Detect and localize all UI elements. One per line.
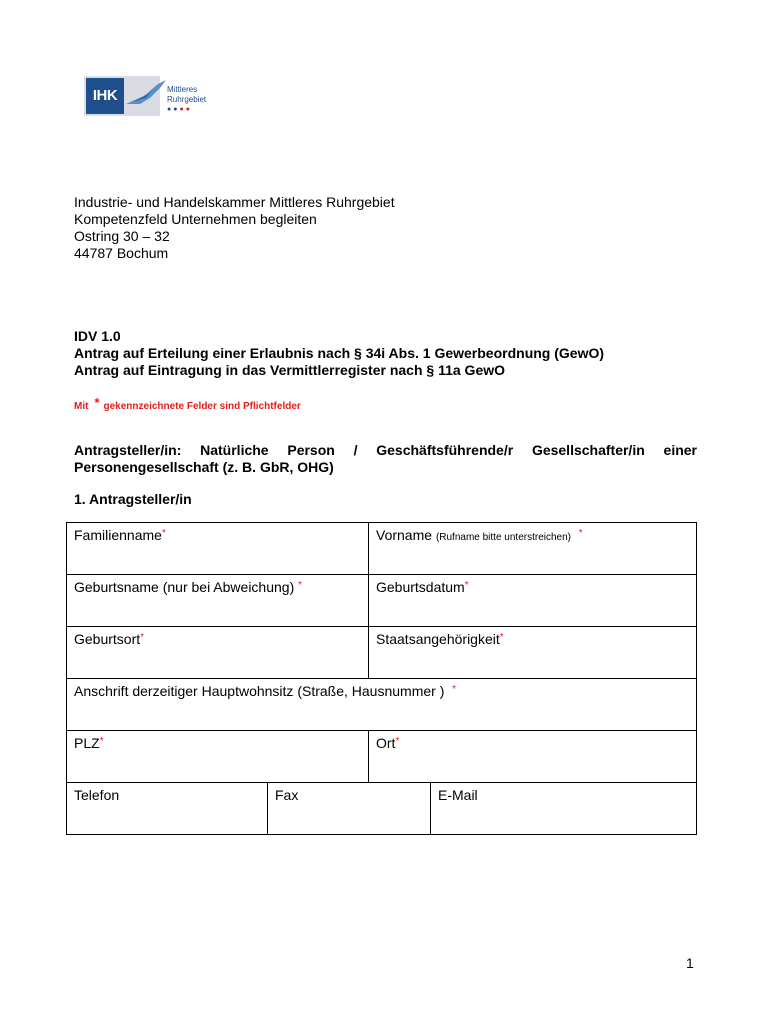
required-star: *: [499, 632, 504, 643]
required-star: *: [452, 684, 457, 695]
vorname-field[interactable]: [368, 523, 696, 574]
section-heading: Antragsteller/in: Natürliche Person / Geschäftsführende/r Gesellschafter/in einer Personengesellschaft (z. B. GbR, OHG): [74, 442, 697, 475]
field-label: E-Mail: [438, 787, 478, 803]
fax-field[interactable]: [267, 783, 430, 834]
address-line: 44787 Bochum: [74, 245, 169, 261]
form-row: [66, 522, 697, 574]
field-label: Familienname: [74, 527, 162, 543]
logo-dots: ●●●●: [167, 106, 192, 113]
field-label: Geburtsort: [74, 631, 141, 647]
logo-text: [167, 85, 206, 105]
familienname-field[interactable]: [67, 523, 368, 574]
field-label: Fax: [275, 787, 299, 803]
address-line: Kompetenzfeld Unternehmen begleiten: [74, 211, 317, 227]
email-field[interactable]: [430, 783, 696, 834]
address-line: Industrie- und Handelskammer Mittleres Ruhrgebiet: [74, 194, 395, 210]
required-star: *: [99, 736, 104, 747]
form-row: [66, 574, 697, 626]
form-id: IDV 1.0: [74, 328, 121, 344]
applicant-form: [66, 522, 697, 835]
geburtsort-field[interactable]: [67, 627, 368, 678]
field-label: Geburtsdatum: [376, 579, 465, 595]
field-label: PLZ: [74, 735, 100, 751]
form-row: [66, 782, 697, 835]
logo-abbr: IHK: [86, 78, 124, 114]
plz-field[interactable]: [67, 731, 368, 782]
required-note-text: gekennzeichnete Felder sind Pflichtfelder: [103, 401, 301, 412]
form-row: [66, 730, 697, 782]
heading-line: Antrag auf Eintragung in das Vermittlerregister nach § 11a GewO: [74, 362, 506, 378]
form-row: [66, 678, 697, 730]
logo-line1: Mittleres: [167, 85, 198, 94]
field-label: Geburtsname (nur bei Abweichung): [74, 579, 295, 595]
ort-field[interactable]: [368, 731, 696, 782]
geburtsdatum-field[interactable]: [368, 575, 696, 626]
telefon-field[interactable]: [67, 783, 267, 834]
heading-line: Antrag auf Erteilung einer Erlaubnis nach § 34i Abs. 1 Gewerbeordnung (GewO): [74, 345, 605, 361]
required-star: *: [464, 580, 469, 591]
field-label: Telefon: [74, 787, 120, 803]
field-label: Staatsangehörigkeit: [376, 631, 500, 647]
subsection-heading: 1. Antragsteller/in: [74, 491, 192, 507]
required-note: [74, 397, 301, 412]
field-label: Vorname: [376, 527, 433, 543]
logo-line2: Ruhrgebiet: [167, 95, 207, 104]
field-label: Anschrift derzeitiger Hauptwohnsitz (Straße, Hausnummer ): [74, 683, 445, 699]
form-row: [66, 626, 697, 678]
bird-icon: [124, 74, 168, 118]
address-block: [74, 194, 395, 262]
geburtsname-field[interactable]: [67, 575, 368, 626]
ihk-logo: [84, 72, 216, 120]
required-star: *: [298, 580, 303, 591]
address-line: Ostring 30 – 32: [74, 228, 170, 244]
required-star: *: [140, 632, 145, 643]
required-star: *: [578, 528, 583, 539]
staatsangehoerigkeit-field[interactable]: [368, 627, 696, 678]
field-hint: (Rufname bitte unterstreichen): [435, 532, 572, 543]
document-heading: [74, 328, 604, 379]
anschrift-field[interactable]: [67, 679, 696, 730]
required-star: *: [94, 395, 100, 410]
page-number: 1: [686, 955, 694, 971]
field-label: Ort: [376, 735, 396, 751]
required-note-prefix: Mit: [74, 401, 89, 412]
required-star: *: [161, 528, 166, 539]
required-star: *: [395, 736, 400, 747]
